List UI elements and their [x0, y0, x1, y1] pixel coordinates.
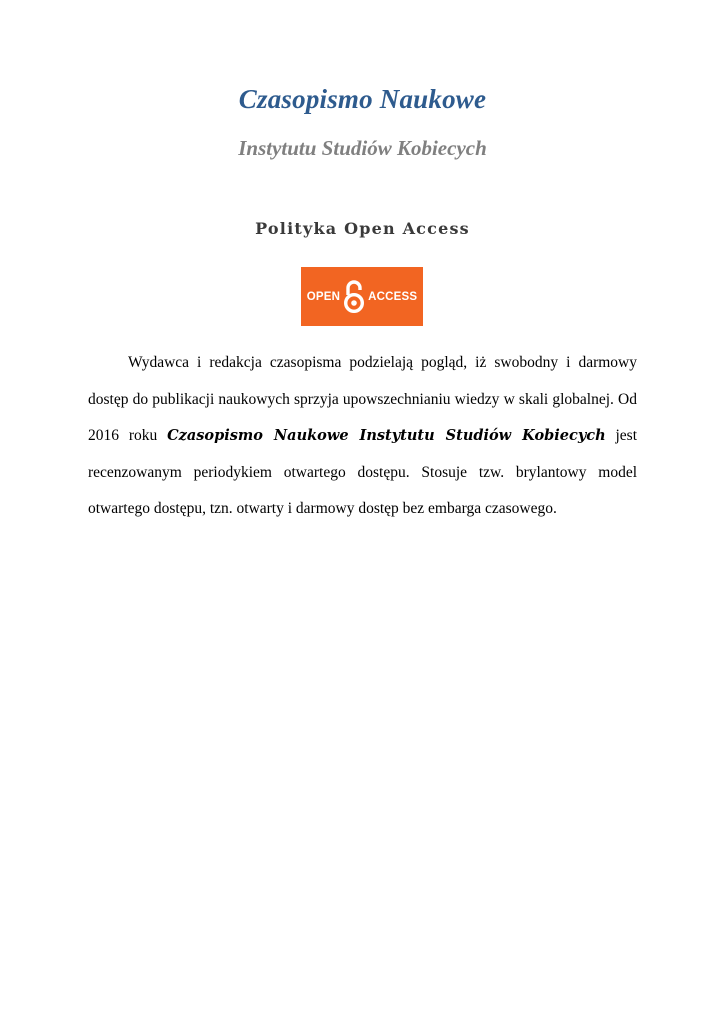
- body-paragraph: [88, 345, 637, 528]
- logo-access-word: ACCESS: [368, 290, 418, 303]
- open-access-logo: [301, 267, 423, 326]
- journal-title: Czasopismo Naukowe: [238, 84, 487, 114]
- open-lock-icon: [343, 280, 365, 314]
- logo-open-word: OPEN: [306, 290, 341, 303]
- body-text-part1: Wydawca i redakcja czasopisma podzielają pogląd, iż swobodny i darmowy dostęp do publikacji naukowych sprzyja upowszechnianiu wiedzy w skali globalnej. Od 2016 roku: [88, 354, 637, 444]
- body-text-part2: jest recenzowanym periodykiem otwartego dostępu. Stosuje tzw. brylantowy model otwartego dostępu, tzn. otwarty i darmowy dostęp bez embarga czasowego.: [88, 427, 637, 517]
- journal-subtitle: Instytutu Studiów Kobiecych: [238, 136, 487, 160]
- section-heading: Polityka Open Access: [255, 219, 470, 238]
- journal-name-emphasis: Czasopismo Naukowe Instytutu Studiów Kobiecych: [167, 427, 606, 444]
